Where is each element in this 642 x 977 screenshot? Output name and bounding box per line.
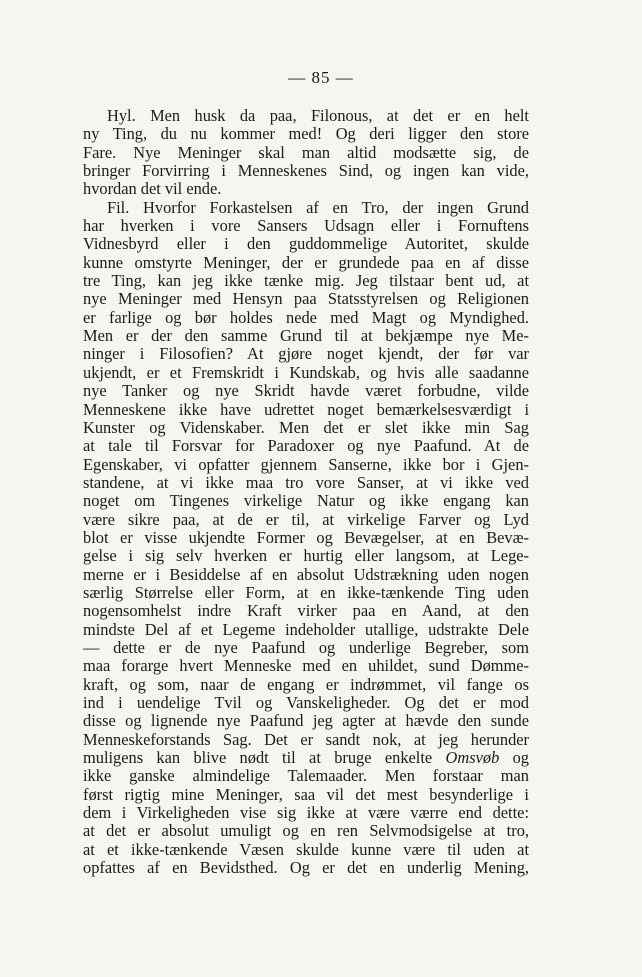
text-line: mindste Del af et Legeme indeholder utallige, udstrakte Dele — [83, 619, 529, 639]
text-line: ukjendt, er et Fremskridt i Kundskab, og hvis alle saadanne — [83, 362, 529, 382]
text-line: Egenskaber, vi opfatter gjennem Sanserne, ikke bor i Gjen- — [83, 454, 529, 474]
text-segment: og — [499, 748, 529, 768]
text-line: være sikre paa, at de er til, at virkelige Farver og Lyd — [83, 509, 529, 529]
italic-word: Omsvøb — [445, 748, 500, 768]
text-line: Fil. Hvorfor Forkastelsen af en Tro, der ingen Grund — [107, 197, 529, 217]
text-line — [83, 749, 529, 767]
text-line: ny Ting, du nu kommer med! Og deri ligger den store — [83, 124, 529, 144]
text-line: opfattes af en Bevidsthed. Og er det en underlig Mening, — [83, 858, 529, 878]
text-line: ninger i Filosofien? At gjøre noget kjendt, der før var — [83, 344, 529, 364]
text-line: Vidnesbyrd eller i den guddommelige Autoritet, skulde — [83, 234, 529, 254]
text-line: Kunster og Videnskaber. Men det er slet ikke min Sag — [83, 417, 529, 437]
text-line: ikke ganske almindelige Talemaader. Men forstaar man — [83, 766, 529, 786]
text-line: at tale til Forsvar for Paradoxer og nye Paafund. At de — [83, 436, 529, 456]
text-line: Fare. Nye Meninger skal man altid modsætte sig, de — [83, 142, 529, 162]
text-line: standene, at vi ikke maa tro vore Sanser, at vi ikke ved — [83, 472, 529, 492]
text-line: disse og lignende nye Paafund jeg agter at hævde den sunde — [83, 711, 529, 731]
text-line: hvordan det vil ende. — [83, 179, 222, 199]
text-line: at det er absolut umuligt og en ren Selvmodsigelse at tro, — [83, 821, 529, 841]
text-line: er farlige og bør holdes nede med Magt og Myndighed. — [83, 307, 529, 327]
text-line: merne er i Besiddelse af en absolut Udstrækning uden nogen — [83, 564, 529, 584]
text-line: ind i uendelige Tvil og Vanskeligheder. Og det er mod — [83, 693, 529, 712]
text-line: blot er visse ukjendte Former og Bevægelser, at en Bevæ- — [83, 527, 529, 547]
text-line: nye Meninger med Hensyn paa Statsstyrelsen og Religionen — [83, 289, 529, 309]
text-line: at et ikke-tænkende Væsen skulde kunne være til uden at — [83, 839, 529, 859]
text-line: noget om Tingenes virkelige Natur og ikke engang kan — [83, 491, 529, 511]
text-line: bringer Forvirring i Menneskenes Sind, og ingen kan vide, — [83, 161, 529, 181]
text-line: kraft, og som, naar de engang er indrømmet, vil fange os — [83, 674, 529, 694]
text-line: maa forarge hvert Menneske med en uhildet, sund Dømme- — [83, 656, 529, 676]
text-line: — dette er de nye Paafund og underlige Begreber, som — [83, 637, 529, 657]
text-line: Hyl. Men husk da paa, Filonous, at det er en helt — [107, 106, 529, 125]
text-line: gelse i sig selv hverken er hurtig eller langsom, at Lege- — [83, 546, 529, 566]
page-number: — 85 — — [288, 68, 354, 87]
text-segment: muligens kan blive nødt til at bruge enkelte — [83, 748, 446, 768]
text-line: først rigtig mine Meninger, saa vil det mest besynderlige i — [83, 784, 529, 804]
text-line: Menneskene ikke have udrettet noget bemærkelsesværdigt i — [83, 399, 529, 419]
text-line: særlig Størrelse eller Form, at en ikke-tænkende Ting uden — [83, 582, 529, 602]
text-line: Menneskeforstands Sag. Det er sandt nok, at jeg herunder — [83, 729, 529, 749]
text-line: har hverken i vore Sansers Udsagn eller i Fornuftens — [83, 216, 529, 236]
text-line: nye Tanker og nye Skridt havde været forbudne, vilde — [83, 381, 529, 401]
text-line: Men er der den samme Grund til at bekjæmpe nye Me- — [83, 326, 529, 346]
body-text — [83, 107, 529, 877]
text-line: nogensomhelst indre Kraft virker paa en Aand, at den — [83, 601, 529, 621]
text-line: kunne omstyrte Meninger, der er grundede paa en af disse — [83, 252, 529, 272]
text-line: dem i Virkeligheden vise sig ikke at være værre end dette: — [83, 803, 529, 823]
text-line: tre Ting, kan jeg ikke tænke mig. Jeg tilstaar bent ud, at — [83, 271, 529, 291]
